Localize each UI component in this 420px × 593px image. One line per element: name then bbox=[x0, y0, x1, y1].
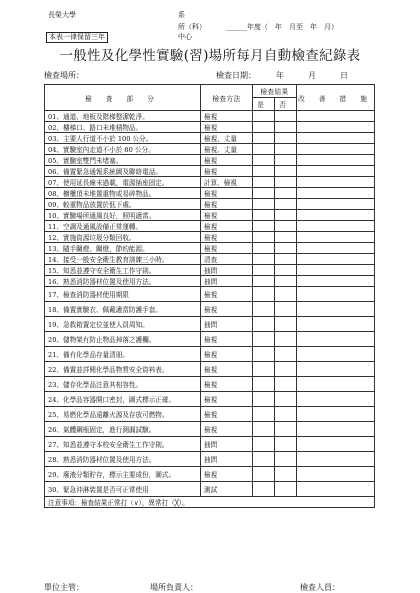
table-row bbox=[45, 467, 375, 482]
table-row bbox=[45, 199, 375, 210]
retention-notice: 本表一律保留三年 bbox=[46, 32, 108, 43]
result-yes-cell[interactable] bbox=[253, 276, 275, 287]
result-no-cell[interactable] bbox=[275, 332, 297, 347]
check-method: 檢視 bbox=[201, 377, 253, 392]
check-item: 02、樓梯口、路口未堆積物品。 bbox=[45, 122, 201, 133]
result-yes-cell[interactable] bbox=[253, 265, 275, 276]
check-method: 抽問 bbox=[201, 265, 253, 276]
check-method: 檢視 bbox=[201, 166, 253, 177]
col-header-no: 否 bbox=[275, 98, 297, 111]
table-row bbox=[45, 122, 375, 133]
improvement-cell[interactable] bbox=[297, 332, 375, 347]
check-item: 27、知悉並遵守本校安全衛生工作守則。 bbox=[45, 437, 201, 452]
result-no-cell[interactable] bbox=[275, 302, 297, 317]
check-method: 檢視 bbox=[201, 302, 253, 317]
result-yes-cell[interactable] bbox=[253, 221, 275, 232]
improvement-cell[interactable] bbox=[297, 347, 375, 362]
result-yes-cell[interactable] bbox=[253, 317, 275, 332]
result-no-cell[interactable] bbox=[275, 254, 297, 265]
result-no-cell[interactable] bbox=[275, 437, 297, 452]
result-yes-cell[interactable] bbox=[253, 111, 275, 122]
improvement-cell[interactable] bbox=[297, 467, 375, 482]
improvement-cell[interactable] bbox=[297, 452, 375, 467]
check-method: 抽問 bbox=[201, 276, 253, 287]
table-row bbox=[45, 317, 375, 332]
result-yes-cell[interactable] bbox=[253, 188, 275, 199]
result-yes-cell[interactable] bbox=[253, 482, 275, 497]
check-method: 檢視 bbox=[201, 392, 253, 407]
result-no-cell[interactable] bbox=[275, 210, 297, 221]
result-no-cell[interactable] bbox=[275, 122, 297, 133]
result-yes-cell[interactable] bbox=[253, 133, 275, 144]
check-item: 19、急救箱置定位並使人員周知。 bbox=[45, 317, 201, 332]
table-row bbox=[45, 347, 375, 362]
improvement-cell[interactable] bbox=[297, 243, 375, 254]
result-yes-cell[interactable] bbox=[253, 437, 275, 452]
table-row bbox=[45, 422, 375, 437]
check-method: 清查 bbox=[201, 254, 253, 265]
check-method: 檢視 bbox=[201, 155, 253, 166]
check-method: 檢視 bbox=[201, 332, 253, 347]
result-yes-cell[interactable] bbox=[253, 407, 275, 422]
check-item: 18、備置實驗衣、佩戴適當防護手套。 bbox=[45, 302, 201, 317]
check-item: 11、空調及通風設備正常運轉。 bbox=[45, 221, 201, 232]
check-method: 檢視 bbox=[201, 407, 253, 422]
table-row bbox=[45, 188, 375, 199]
result-yes-cell[interactable] bbox=[253, 452, 275, 467]
inspector-label: 檢查人員： bbox=[300, 583, 340, 592]
check-method: 檢視、丈量 bbox=[201, 144, 253, 155]
check-item: 06、備置緊急通報系統圖及聯絡電話。 bbox=[45, 166, 201, 177]
check-item: 05、實驗室雙門未堵塞。 bbox=[45, 155, 201, 166]
check-method: 抽問 bbox=[201, 452, 253, 467]
table-row bbox=[45, 276, 375, 287]
result-yes-cell[interactable] bbox=[253, 362, 275, 377]
site-head-label: 場所負責人： bbox=[150, 583, 198, 592]
improvement-cell[interactable] bbox=[297, 111, 375, 122]
check-item: 28、熟悉消防器材位置及使用方法。 bbox=[45, 452, 201, 467]
check-item: 15、知悉並遵守安全衛生工作守則。 bbox=[45, 265, 201, 276]
improvement-cell[interactable] bbox=[297, 155, 375, 166]
check-item: 13、隨手關燈、關燈，節約能源。 bbox=[45, 243, 201, 254]
result-yes-cell[interactable] bbox=[253, 243, 275, 254]
table-row bbox=[45, 407, 375, 422]
result-no-cell[interactable] bbox=[275, 166, 297, 177]
table-row bbox=[45, 221, 375, 232]
result-yes-cell[interactable] bbox=[253, 166, 275, 177]
check-method: 檢視 bbox=[201, 422, 253, 437]
result-yes-cell[interactable] bbox=[253, 144, 275, 155]
result-no-cell[interactable] bbox=[275, 392, 297, 407]
result-no-cell[interactable] bbox=[275, 221, 297, 232]
result-no-cell[interactable] bbox=[275, 482, 297, 497]
improvement-cell[interactable] bbox=[297, 287, 375, 302]
improvement-cell[interactable] bbox=[297, 317, 375, 332]
improvement-cell[interactable] bbox=[297, 144, 375, 155]
check-method: 檢視 bbox=[201, 221, 253, 232]
result-no-cell[interactable] bbox=[275, 422, 297, 437]
table-row bbox=[45, 155, 375, 166]
result-yes-cell[interactable] bbox=[253, 302, 275, 317]
table-row bbox=[45, 332, 375, 347]
check-item: 12、實施資源垃圾分類回收。 bbox=[45, 232, 201, 243]
university-name: 長榮大學 bbox=[48, 11, 76, 19]
check-item: 29、廢液分類貯存，標示主要成份，圖式。 bbox=[45, 467, 201, 482]
result-no-cell[interactable] bbox=[275, 347, 297, 362]
improvement-cell[interactable] bbox=[297, 210, 375, 221]
table-row bbox=[45, 243, 375, 254]
check-item: 08、櫥櫃頂未堆置重物或易碎物品。 bbox=[45, 188, 201, 199]
col-header-improve: 改 善 措 施 bbox=[297, 85, 375, 111]
result-yes-cell[interactable] bbox=[253, 199, 275, 210]
improvement-cell[interactable] bbox=[297, 254, 375, 265]
result-no-cell[interactable] bbox=[275, 362, 297, 377]
check-item: 25、易燃化學品遠離火源及存放可燃物。 bbox=[45, 407, 201, 422]
check-item: 20、儲物架有防止物品掉落之護欄。 bbox=[45, 332, 201, 347]
table-row bbox=[45, 437, 375, 452]
center-label: 中心 bbox=[178, 33, 192, 41]
result-no-cell[interactable] bbox=[275, 467, 297, 482]
table-row bbox=[45, 232, 375, 243]
table-row bbox=[45, 166, 375, 177]
result-yes-cell[interactable] bbox=[253, 232, 275, 243]
inspection-table bbox=[44, 84, 375, 508]
improvement-cell[interactable] bbox=[297, 232, 375, 243]
result-no-cell[interactable] bbox=[275, 377, 297, 392]
improvement-cell[interactable] bbox=[297, 422, 375, 437]
check-item: 09、較重物品放置於低下處。 bbox=[45, 199, 201, 210]
check-item: 03、主要人行道不小於 100 公分。 bbox=[45, 133, 201, 144]
check-method: 檢視 bbox=[201, 287, 253, 302]
improvement-cell[interactable] bbox=[297, 188, 375, 199]
table-row bbox=[45, 210, 375, 221]
improvement-cell[interactable] bbox=[297, 407, 375, 422]
date-label: 檢查日期： 年 月 日 bbox=[216, 71, 348, 80]
check-item: 10、實驗場所通風良好，照明適當。 bbox=[45, 210, 201, 221]
result-no-cell[interactable] bbox=[275, 155, 297, 166]
check-item: 01、通道、地板及階梯整潔乾淨。 bbox=[45, 111, 201, 122]
check-item: 07、使用延長線未過載，電源插座固定。 bbox=[45, 177, 201, 188]
result-yes-cell[interactable] bbox=[253, 332, 275, 347]
result-no-cell[interactable] bbox=[275, 111, 297, 122]
check-method: 檢視 bbox=[201, 210, 253, 221]
improvement-cell[interactable] bbox=[297, 437, 375, 452]
check-item: 21、備有化學品存量清冊。 bbox=[45, 347, 201, 362]
check-method: 抽問 bbox=[201, 317, 253, 332]
check-method: 檢視 bbox=[201, 243, 253, 254]
table-row bbox=[45, 111, 375, 122]
result-no-cell[interactable] bbox=[275, 287, 297, 302]
check-item: 23、儲存化學品注意其相容性。 bbox=[45, 377, 201, 392]
col-header-result: 檢查結果 bbox=[253, 85, 297, 98]
improvement-cell[interactable] bbox=[297, 482, 375, 497]
check-method: 測試 bbox=[201, 482, 253, 497]
improvement-cell[interactable] bbox=[297, 177, 375, 188]
improvement-cell[interactable] bbox=[297, 392, 375, 407]
improvement-cell[interactable] bbox=[297, 276, 375, 287]
check-method: 檢視 bbox=[201, 199, 253, 210]
result-no-cell[interactable] bbox=[275, 243, 297, 254]
result-yes-cell[interactable] bbox=[253, 287, 275, 302]
result-yes-cell[interactable] bbox=[253, 122, 275, 133]
improvement-cell[interactable] bbox=[297, 377, 375, 392]
check-method: 檢視 bbox=[201, 122, 253, 133]
result-no-cell[interactable] bbox=[275, 407, 297, 422]
table-row bbox=[45, 287, 375, 302]
table-row bbox=[45, 377, 375, 392]
check-method: 檢視、丈量 bbox=[201, 133, 253, 144]
check-item: 17、檢查消防器材使用期限 bbox=[45, 287, 201, 302]
improvement-cell[interactable] bbox=[297, 362, 375, 377]
result-no-cell[interactable] bbox=[275, 199, 297, 210]
result-yes-cell[interactable] bbox=[253, 155, 275, 166]
check-method: 檢視 bbox=[201, 467, 253, 482]
result-no-cell[interactable] bbox=[275, 177, 297, 188]
table-row bbox=[45, 254, 375, 265]
check-item: 26、氣體鋼瓶固定，進行測漏試驗。 bbox=[45, 422, 201, 437]
note-text: 注意事項：檢查結果正常打（∨），異常打（╳）。 bbox=[45, 497, 375, 508]
improvement-cell[interactable] bbox=[297, 166, 375, 177]
result-no-cell[interactable] bbox=[275, 265, 297, 276]
improvement-cell[interactable] bbox=[297, 199, 375, 210]
col-header-yes: 是 bbox=[253, 98, 275, 111]
table-row bbox=[45, 482, 375, 497]
result-no-cell[interactable] bbox=[275, 276, 297, 287]
check-method: 檢視 bbox=[201, 188, 253, 199]
result-yes-cell[interactable] bbox=[253, 210, 275, 221]
program-label: 所（科） bbox=[178, 23, 206, 31]
check-item: 30、緊急沖淋裝置是否可正常使用 bbox=[45, 482, 201, 497]
result-yes-cell[interactable] bbox=[253, 177, 275, 188]
table-row bbox=[45, 362, 375, 377]
result-no-cell[interactable] bbox=[275, 232, 297, 243]
page-title: 一般性及化學性實驗(習)場所每月自動檢查紀錄表 bbox=[59, 48, 361, 64]
result-no-cell[interactable] bbox=[275, 317, 297, 332]
check-item: 22、備置並詳閱化學品物質安全資料表。 bbox=[45, 362, 201, 377]
improvement-cell[interactable] bbox=[297, 221, 375, 232]
location-label: 檢查場所： bbox=[44, 71, 84, 80]
check-method: 檢視 bbox=[201, 111, 253, 122]
improvement-cell[interactable] bbox=[297, 133, 375, 144]
col-header-method: 檢查方法 bbox=[201, 85, 253, 111]
check-item: 04、實驗室內走道不小於 80 公分。 bbox=[45, 144, 201, 155]
result-yes-cell[interactable] bbox=[253, 347, 275, 362]
table-row bbox=[45, 392, 375, 407]
table-row bbox=[45, 265, 375, 276]
unit-head-label: 單位主管： bbox=[44, 583, 84, 592]
result-yes-cell[interactable] bbox=[253, 392, 275, 407]
check-item: 24、化學品容器開口密封，圖式標示正確。 bbox=[45, 392, 201, 407]
table-row bbox=[45, 177, 375, 188]
result-yes-cell[interactable] bbox=[253, 254, 275, 265]
improvement-cell[interactable] bbox=[297, 265, 375, 276]
table-row bbox=[45, 144, 375, 155]
result-yes-cell[interactable] bbox=[253, 467, 275, 482]
result-yes-cell[interactable] bbox=[253, 377, 275, 392]
check-item: 16、熟悉消防器材位置及使用方法。 bbox=[45, 276, 201, 287]
result-yes-cell[interactable] bbox=[253, 422, 275, 437]
result-no-cell[interactable] bbox=[275, 452, 297, 467]
check-method: 計算，檢視 bbox=[201, 177, 253, 188]
check-method: 檢視 bbox=[201, 232, 253, 243]
dept-label: 系 bbox=[178, 11, 185, 19]
check-method: 檢視 bbox=[201, 362, 253, 377]
table-row bbox=[45, 302, 375, 317]
improvement-cell[interactable] bbox=[297, 122, 375, 133]
result-no-cell[interactable] bbox=[275, 144, 297, 155]
improvement-cell[interactable] bbox=[297, 302, 375, 317]
year-range-field: ______年度（ 年 月至 年 月） bbox=[226, 23, 338, 31]
table-row bbox=[45, 452, 375, 467]
table-row bbox=[45, 133, 375, 144]
result-no-cell[interactable] bbox=[275, 188, 297, 199]
check-method: 檢視 bbox=[201, 347, 253, 362]
col-header-item: 檢 查 部 分 bbox=[45, 85, 201, 111]
result-no-cell[interactable] bbox=[275, 133, 297, 144]
check-item: 14、接受一般安全衛生教育訓練三小時。 bbox=[45, 254, 201, 265]
check-method: 抽問 bbox=[201, 437, 253, 452]
